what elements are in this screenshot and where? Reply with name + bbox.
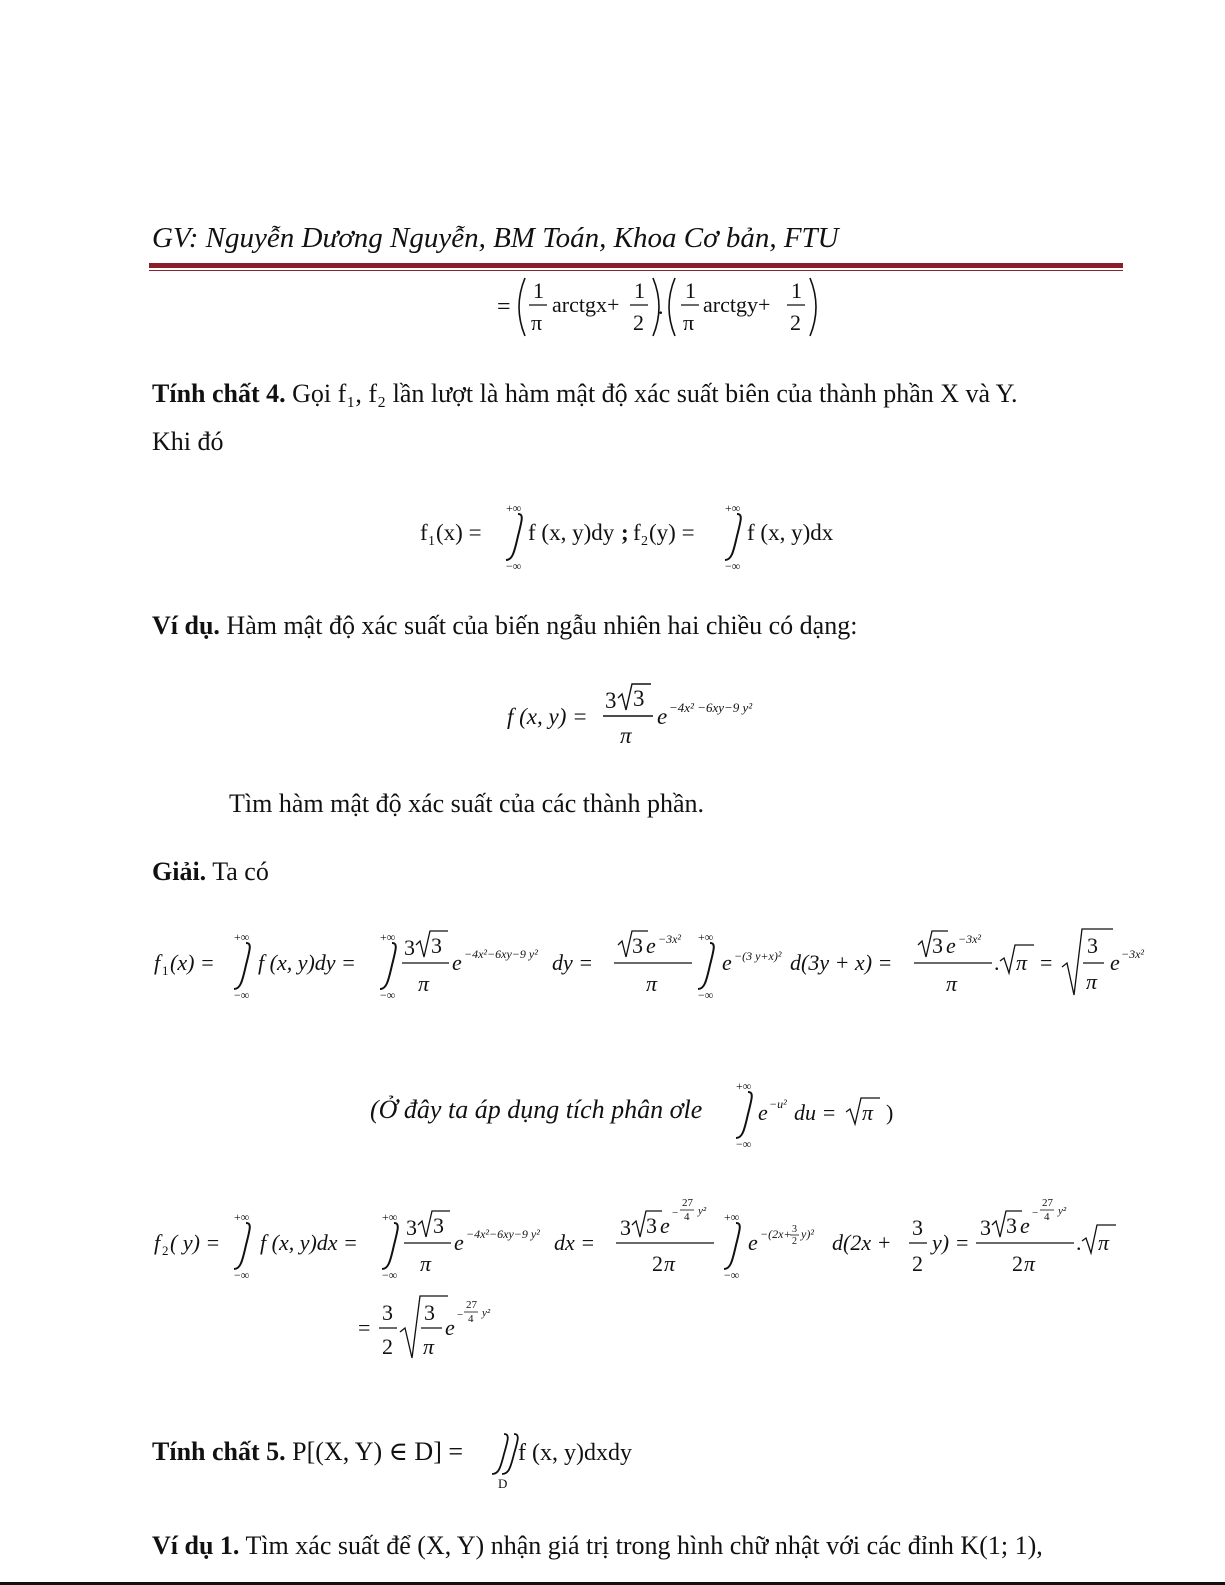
svg-text:π: π xyxy=(1086,969,1098,994)
svg-text:d(3y + x) =: d(3y + x) = xyxy=(790,950,893,975)
svg-text:( y) =: ( y) = xyxy=(170,1230,221,1255)
svg-text:f: f xyxy=(154,950,161,975)
equation-joint-density xyxy=(505,680,775,750)
svg-text:e: e xyxy=(452,950,462,975)
svg-text:−∞: −∞ xyxy=(725,559,741,573)
svg-text:arctgy+: arctgy+ xyxy=(703,292,771,317)
svg-text:1: 1 xyxy=(162,963,169,978)
svg-text:e: e xyxy=(646,933,656,958)
svg-text:): ) xyxy=(886,1100,894,1125)
svg-text:f (x, y)dxdy: f (x, y)dxdy xyxy=(518,1440,632,1466)
solution-label: Giải. xyxy=(152,857,207,886)
svg-text:y²: y² xyxy=(698,1205,707,1217)
svg-text:e: e xyxy=(454,1230,464,1255)
svg-text:e: e xyxy=(445,1315,455,1340)
svg-text:+∞: +∞ xyxy=(380,930,396,944)
svg-text:f (x, y)dx =: f (x, y)dx = xyxy=(260,1230,358,1255)
svg-text:2: 2 xyxy=(162,1243,169,1258)
solution-text: Ta có xyxy=(212,857,269,886)
svg-text:3: 3 xyxy=(646,1213,657,1238)
svg-text:(y) =: (y) = xyxy=(649,520,695,545)
example-1-label: Ví dụ 1. xyxy=(152,1531,240,1560)
svg-text:−3x²: −3x² xyxy=(1121,947,1145,961)
svg-text:3: 3 xyxy=(792,1224,797,1235)
svg-text:.: . xyxy=(994,950,1000,975)
svg-text:+∞: +∞ xyxy=(234,1210,250,1224)
svg-text:+∞: +∞ xyxy=(698,930,714,944)
svg-text:1: 1 xyxy=(791,278,802,303)
svg-text:27: 27 xyxy=(682,1197,693,1209)
svg-text:1: 1 xyxy=(428,534,435,549)
page-header-title: GV: Nguyễn Dương Nguyễn, BM Toán, Khoa Cơ bản, FTU xyxy=(152,222,839,254)
svg-text:−∞: −∞ xyxy=(382,1268,398,1282)
svg-text:e: e xyxy=(758,1100,768,1125)
svg-text:3: 3 xyxy=(912,1215,923,1240)
svg-text:4: 4 xyxy=(468,1313,474,1325)
svg-text:3: 3 xyxy=(1006,1213,1017,1238)
svg-text:3: 3 xyxy=(632,933,643,958)
svg-text:−3x²: −3x² xyxy=(658,932,682,946)
svg-text:arctgx+: arctgx+ xyxy=(552,292,620,317)
svg-text:−∞: −∞ xyxy=(736,1137,752,1151)
svg-text:dy =: dy = xyxy=(552,950,594,975)
svg-text:−∞: −∞ xyxy=(506,559,522,573)
svg-text:+∞: +∞ xyxy=(234,930,250,944)
svg-text:1: 1 xyxy=(634,278,645,303)
svg-text:−∞: −∞ xyxy=(724,1268,740,1282)
example-line xyxy=(152,610,857,641)
svg-text:−(3 y+x)²: −(3 y+x)² xyxy=(734,949,782,963)
svg-text:+∞: +∞ xyxy=(725,501,741,515)
svg-text:d(2x +: d(2x + xyxy=(832,1230,892,1255)
svg-text:y²: y² xyxy=(1058,1205,1067,1217)
svg-text:π: π xyxy=(423,1334,435,1359)
svg-text:du =: du = xyxy=(794,1100,837,1125)
svg-text:y²: y² xyxy=(482,1307,491,1319)
svg-text:+∞: +∞ xyxy=(736,1079,752,1093)
svg-text:3: 3 xyxy=(633,686,645,711)
equation-arctg-product xyxy=(495,272,835,342)
svg-text:1: 1 xyxy=(685,278,696,303)
svg-text:2: 2 xyxy=(652,1251,663,1276)
property-4-line xyxy=(152,378,1018,409)
svg-text:−∞: −∞ xyxy=(234,988,250,1002)
euler-note-text: (Ở đây ta áp dụng tích phân ơle xyxy=(370,1095,703,1124)
svg-text:2: 2 xyxy=(641,534,648,549)
svg-text:π: π xyxy=(862,1100,874,1125)
svg-text:3: 3 xyxy=(620,1215,631,1240)
property-4-label: Tính chất 4. xyxy=(152,379,286,408)
svg-text:f (x, y) =: f (x, y) = xyxy=(507,704,588,729)
svg-text:+∞: +∞ xyxy=(506,501,522,515)
svg-text:π: π xyxy=(646,971,658,996)
svg-text:e: e xyxy=(657,704,668,729)
svg-text:π: π xyxy=(420,1251,432,1276)
svg-text:−∞: −∞ xyxy=(234,1268,250,1282)
equation-double-integral xyxy=(490,1428,650,1493)
svg-text:2: 2 xyxy=(1012,1251,1023,1276)
svg-text:2: 2 xyxy=(382,1334,393,1359)
svg-text:3: 3 xyxy=(404,935,415,960)
svg-text:e: e xyxy=(722,950,732,975)
svg-text:1: 1 xyxy=(533,278,544,303)
svg-text:π: π xyxy=(1016,950,1028,975)
example-text: Hàm mật độ xác suất của biến ngẫu nhiên hai chiều có dạng: xyxy=(226,611,858,640)
svg-text:+∞: +∞ xyxy=(724,1210,740,1224)
svg-text:3: 3 xyxy=(406,1215,417,1240)
equation-marginals xyxy=(418,498,848,573)
svg-text:3: 3 xyxy=(433,1213,444,1238)
svg-text:π: π xyxy=(531,310,543,335)
svg-text:=: = xyxy=(358,1315,371,1340)
svg-text:−u²: −u² xyxy=(769,1097,787,1111)
svg-text:=: = xyxy=(1040,950,1053,975)
svg-text:=: = xyxy=(497,294,511,320)
equation-euler-integral xyxy=(734,1076,904,1151)
svg-text:π: π xyxy=(1098,1230,1110,1255)
svg-text:−∞: −∞ xyxy=(380,988,396,1002)
property-4-continuation: Khi đó xyxy=(152,427,224,456)
svg-text:−(2x+: −(2x+ xyxy=(760,1227,792,1241)
equation-f1-derivation xyxy=(152,925,1152,1005)
example-1-line xyxy=(152,1530,1043,1561)
svg-text:2: 2 xyxy=(912,1251,923,1276)
svg-text:4: 4 xyxy=(1044,1211,1050,1223)
svg-text:−4x²−6xy−9 y²: −4x²−6xy−9 y² xyxy=(466,1227,540,1241)
solution-line xyxy=(152,856,269,887)
svg-text:π: π xyxy=(418,971,430,996)
svg-text:e: e xyxy=(1110,950,1120,975)
svg-text:3: 3 xyxy=(605,688,617,713)
svg-text:f: f xyxy=(633,520,641,545)
task-text: Tìm hàm mật độ xác suất của các thành phần. xyxy=(229,789,705,818)
equation-f2-derivation xyxy=(152,1190,1132,1290)
svg-text:y) =: y) = xyxy=(932,1230,970,1255)
svg-text:f (x, y)dx: f (x, y)dx xyxy=(747,520,834,545)
property-5-text: P[(X, Y) ∈ D] = xyxy=(292,1437,464,1466)
example-label: Ví dụ. xyxy=(152,611,220,640)
header-rule-thin xyxy=(149,270,1123,271)
svg-text:e: e xyxy=(946,933,956,958)
svg-text:3: 3 xyxy=(382,1300,393,1325)
svg-text:2: 2 xyxy=(792,1236,797,1247)
svg-text:3: 3 xyxy=(424,1300,435,1325)
svg-text:3: 3 xyxy=(431,933,442,958)
svg-text:3: 3 xyxy=(1087,933,1098,958)
svg-text:e: e xyxy=(1020,1213,1030,1238)
property-5-label: Tính chất 5. xyxy=(152,1437,286,1466)
svg-text:3: 3 xyxy=(980,1215,991,1240)
svg-text:−4x² −6xy−9 y²: −4x² −6xy−9 y² xyxy=(669,700,753,715)
svg-text:2: 2 xyxy=(633,310,644,335)
svg-text:−: − xyxy=(672,1207,679,1219)
svg-text:D: D xyxy=(498,1476,508,1491)
svg-text:(x) =: (x) = xyxy=(170,950,215,975)
svg-text:π: π xyxy=(1024,1251,1036,1276)
svg-text:27: 27 xyxy=(466,1299,477,1311)
svg-text:π: π xyxy=(946,971,958,996)
svg-text:4: 4 xyxy=(684,1211,690,1223)
svg-text:3: 3 xyxy=(932,933,943,958)
svg-text:−: − xyxy=(1032,1207,1039,1219)
property-4-text: Gọi f₁, f₂ lần lượt là hàm mật độ xác suất biên của thành phần X và Y. xyxy=(292,379,1018,408)
svg-text:−4x²−6xy−9 y²: −4x²−6xy−9 y² xyxy=(464,947,538,961)
header-rule-thick xyxy=(149,263,1123,268)
svg-text:e: e xyxy=(748,1230,758,1255)
svg-text:π: π xyxy=(620,723,632,748)
svg-text:−3x²: −3x² xyxy=(958,932,982,946)
svg-text:.: . xyxy=(658,294,664,319)
svg-text:dx =: dx = xyxy=(554,1230,596,1255)
svg-text:27: 27 xyxy=(1042,1197,1053,1209)
example-1-text: Tìm xác suất để (X, Y) nhận giá trị trong hình chữ nhật với các đỉnh K(1; 1), xyxy=(245,1531,1043,1560)
svg-text:;: ; xyxy=(621,520,629,545)
equation-f2-result xyxy=(356,1290,516,1362)
property-5-line xyxy=(152,1436,463,1467)
svg-text:−∞: −∞ xyxy=(698,988,714,1002)
svg-text:f: f xyxy=(420,520,428,545)
svg-text:f (x, y)dy =: f (x, y)dy = xyxy=(258,950,356,975)
svg-text:π: π xyxy=(664,1251,676,1276)
svg-text:−: − xyxy=(457,1309,464,1321)
svg-text:.: . xyxy=(1076,1230,1082,1255)
svg-text:y)²: y)² xyxy=(801,1227,814,1241)
svg-text:f: f xyxy=(154,1230,161,1255)
svg-text:f (x, y)dy: f (x, y)dy xyxy=(528,520,615,545)
svg-text:π: π xyxy=(683,310,695,335)
svg-text:2: 2 xyxy=(790,310,801,335)
svg-text:+∞: +∞ xyxy=(382,1210,398,1224)
svg-text:e: e xyxy=(660,1213,670,1238)
svg-text:(x) =: (x) = xyxy=(436,520,482,545)
